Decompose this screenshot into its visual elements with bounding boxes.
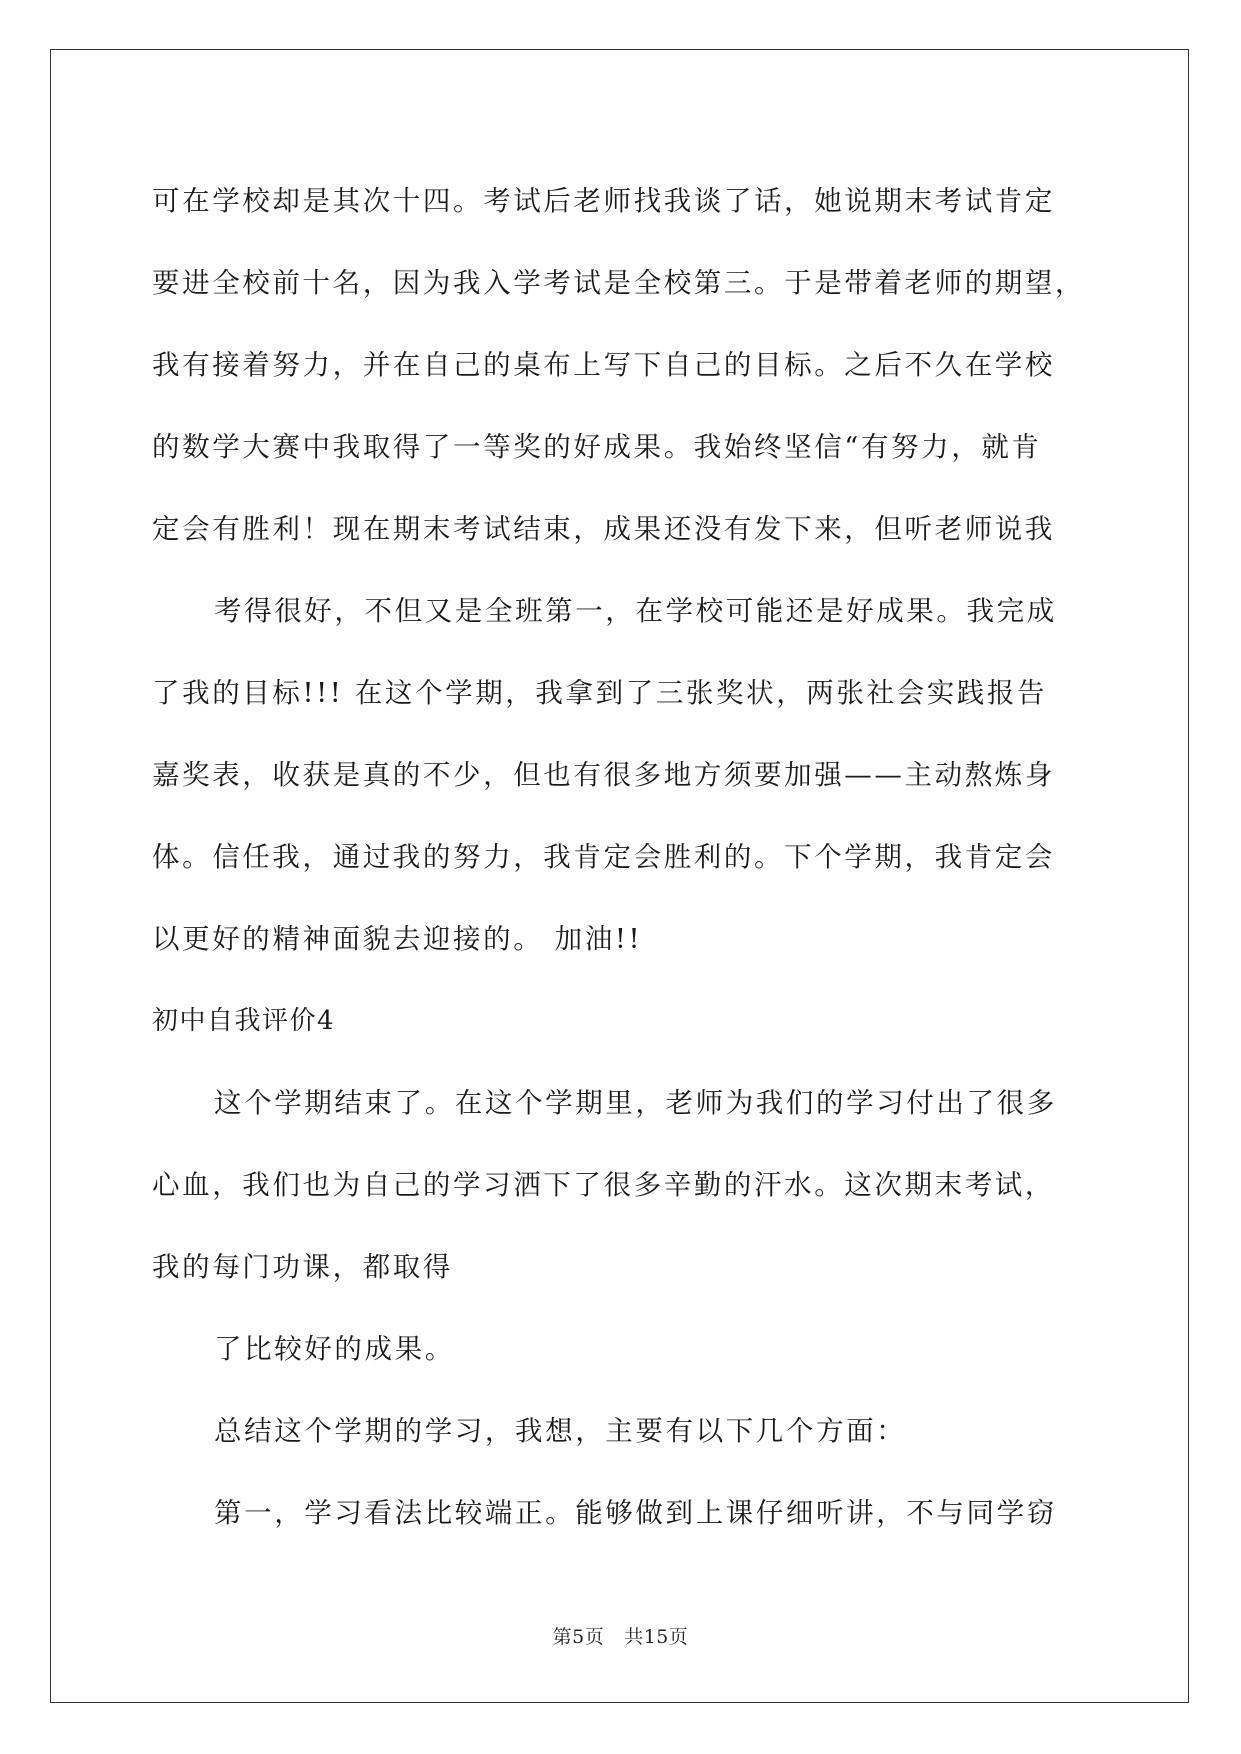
text-line: 了比较好的成果。 [214, 1333, 455, 1365]
text-line: 以更好的精神面貌去迎接的。 加油!! [152, 923, 643, 955]
text-line: 我的每门功课，都取得 [152, 1251, 453, 1283]
document-body [152, 160, 1092, 1554]
text-line: 心血，我们也为自己的学习洒下了很多辛勤的汗水。这次期末考试， [152, 1169, 1055, 1201]
text-line: 要进全校前十名，因为我入学考试是全校第三。于是带着老师的期望， [152, 267, 1086, 299]
text-line: 第一，学习看法比较端正。能够做到上课仔细听讲，不与同学窃 [214, 1497, 1057, 1529]
section-heading: 初中自我评价4 [152, 1006, 336, 1036]
page-number: 第5页 [552, 1626, 605, 1648]
page-footer [0, 1622, 1241, 1649]
text-line: 总结这个学期的学习，我想，主要有以下几个方面： [214, 1415, 907, 1447]
text-line: 可在学校却是其次十四。考试后老师找我谈了话，她说期末考试肯定 [152, 185, 1055, 217]
text-line: 体。信任我，通过我的努力，我肯定会胜利的。下个学期，我肯定会 [152, 841, 1055, 873]
text-line: 考得很好，不但又是全班第一，在学校可能还是好成果。我完成 [214, 595, 1057, 627]
text-line: 的数学大赛中我取得了一等奖的好成果。我始终坚信“有努力，就肯 [152, 431, 1042, 463]
text-line: 定会有胜利！现在期末考试结束，成果还没有发下来，但听老师说我 [152, 513, 1055, 545]
text-line: 我有接着努力，并在自己的桌布上写下自己的目标。之后不久在学校 [152, 349, 1055, 381]
text-line: 嘉奖表，收获是真的不少，但也有很多地方须要加强——主动熬炼身 [152, 759, 1055, 791]
text-line: 了我的目标!!! 在这个学期，我拿到了三张奖状，两张社会实践报告 [152, 677, 1048, 709]
text-line: 这个学期结束了。在这个学期里，老师为我们的学习付出了很多 [214, 1087, 1057, 1119]
page-total: 共15页 [624, 1626, 689, 1648]
